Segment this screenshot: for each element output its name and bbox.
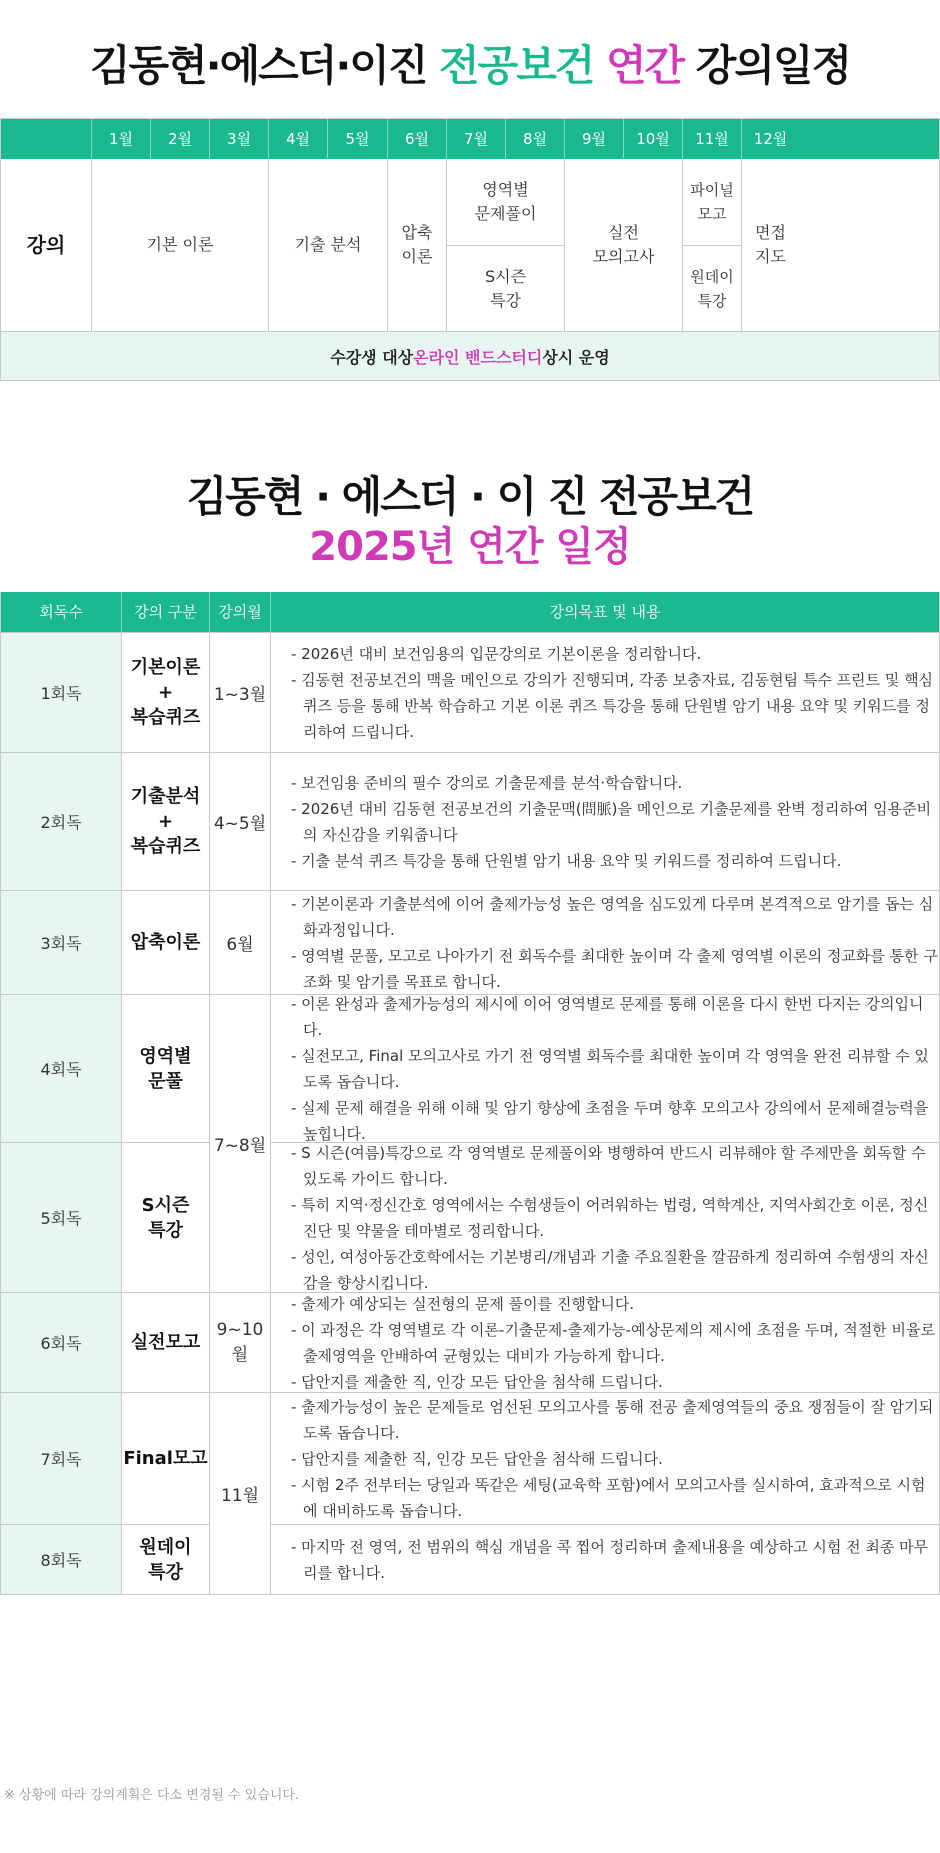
table-row-content: - 마지막 전 영역, 전 범위의 핵심 개념을 콕 찝어 정리하며 출제내용을 예상하고 시험 전 최종 마무리를 합니다.	[270, 1524, 939, 1594]
title-subject: 전공보건	[439, 41, 594, 90]
band-study-banner: 수강생 대상 온라인 밴드스터디 상시 운영	[1, 331, 939, 380]
table-row-month: 1~3월	[209, 632, 270, 752]
annual-timeline-table	[0, 118, 940, 381]
phase-interview: 면접 지도	[741, 159, 799, 331]
month-header: 8월	[505, 119, 564, 159]
title-names: 김동현·에스더·이진	[89, 41, 440, 90]
schedule-change-note: ※ 상황에 따라 강의계획은 다소 변경될 수 있습니다.	[4, 1788, 300, 1803]
table-row-type: 영역별 문풀	[121, 994, 209, 1142]
table-row-type: 실전모고	[121, 1292, 209, 1392]
month-header: 10월	[623, 119, 682, 159]
table-row-round: 2회독	[1, 752, 121, 890]
table-row-type: 원데이 특강	[121, 1524, 209, 1594]
table-row-type: 압축이론	[121, 890, 209, 994]
table-row-content: - 출제가능성이 높은 문제들로 엄선된 모의고사를 통해 전공 출제영역들의 중요 쟁점들이 잘 암기되도록 돕습니다. - 답안지를 제출한 직, 인강 모든 답안을 첨삭해 드립니다. - 시험 2주 전부터는 당일과 똑같은 세팅(교육학 포함)에서 모의고사를 실시하여, 효과적으로 시험에 대비하도록 돕습니다.	[270, 1392, 939, 1524]
table-row-month: 11월	[209, 1392, 270, 1594]
phase-oneday-special: 원데이 특강	[682, 246, 741, 331]
month-header: 7월	[446, 119, 505, 159]
table-row-round: 8회독	[1, 1524, 121, 1594]
row-label-lecture: 강의	[26, 233, 66, 257]
month-header: 6월	[387, 119, 446, 159]
month-header: 3월	[209, 119, 268, 159]
month-header-row	[1, 119, 939, 159]
table-row-month: 6월	[209, 890, 270, 994]
month-header: 12월	[741, 119, 799, 159]
section-title: 김동현 · 에스더 · 이 진 전공보건	[186, 472, 754, 521]
table-row-round: 3회독	[1, 890, 121, 994]
header-content: 강의목표 및 내용	[270, 592, 939, 632]
table-row-content: - 2026년 대비 보건임용의 입문강의로 기본이론을 정리합니다. - 김동현 전공보건의 맥을 메인으로 강의가 진행되며, 각종 보충자료, 김동현팀 특수 프린트 및 핵심 퀴즈 등을 통해 반복 학습하고 기본 이론 퀴즈 특강을 통해 단원별 암기 내용 요약 및 키워드를 정리하여 드립니다.	[270, 632, 939, 752]
table-row-content: - 기본이론과 기출분석에 이어 출제가능성 높은 영역을 심도있게 다루며 본격적으로 암기를 돕는 심화과정입니다. - 영역별 문풀, 모고로 나아가기 전 회독수를 최대한 높이며 각 출제 영역별 이론의 정교화를 통한 구조화 및 암기를 목표로 합니다.	[270, 890, 939, 994]
month-header: 1월	[91, 119, 150, 159]
phase-compressed-theory: 압축 이론	[387, 159, 446, 331]
table-row-type: Final모고	[121, 1392, 209, 1524]
table-row-month: 4~5월	[209, 752, 270, 890]
table-row-content: - S 시즌(여름)특강으로 각 영역별로 문제풀이와 병행하여 반드시 리뷰해야 할 주제만을 회독할 수 있도록 가이드 합니다. - 특히 지역·정신간호 영역에서는 수험생들이 어려워하는 법령, 역학계산, 지역사회간호 이론, 정신 진단 및 약물을 테마별로 정리합니다. - 성인, 여성아동간호학에서는 기본병리/개념과 기출 주요질환을 깔끔하게 정리하여 수험생의 자신감을 향상시킵니다.	[270, 1142, 939, 1292]
phase-s-season: S시즌 특강	[446, 246, 564, 331]
table-row-round: 1회독	[1, 632, 121, 752]
month-header: 9월	[564, 119, 623, 159]
annual-plan-table	[0, 592, 940, 1595]
table-row-month: 9~10월	[209, 1292, 270, 1392]
table-row-type: 기출분석 + 복습퀴즈	[121, 752, 209, 890]
table-row-month: 7~8월	[209, 994, 270, 1292]
header-round: 회독수	[39, 603, 83, 621]
table-row-content: - 출제가 예상되는 실전형의 문제 풀이를 진행합니다. - 이 과정은 각 영역별로 각 이론-기출문제-출제가능-예상문제의 제시에 초점을 두며, 적절한 비율로 출제영역을 안배하여 균형있는 대비가 가능하게 합니다. - 답안지를 제출한 직, 인강 모든 답안을 첨삭해 드립니다.	[270, 1292, 939, 1392]
phase-area-problems: 영역별 문제풀이	[446, 159, 564, 245]
month-header: 11월	[682, 119, 741, 159]
phase-mock-exam: 실전 모의고사	[564, 159, 682, 331]
table-row-round: 6회독	[1, 1292, 121, 1392]
table-row-content: - 보건임용 준비의 필수 강의로 기출문제를 분석·학습합니다. - 2026년 대비 김동현 전공보건의 기출문맥(問脈)을 메인으로 기출문제를 완벽 정리하여 임용준비의 자신감을 키워줍니다 - 기출 분석 퀴즈 특강을 통해 단원별 암기 내용 요약 및 키워드를 정리하여 드립니다.	[270, 752, 939, 890]
table-row-round: 5회독	[1, 1142, 121, 1292]
phase-basic-theory: 기본 이론	[91, 159, 268, 331]
title-annual: 연간	[605, 41, 684, 90]
month-header: 5월	[327, 119, 387, 159]
schedule-title	[0, 38, 940, 94]
table-row-type: S시즌 특강	[121, 1142, 209, 1292]
table-row-content: - 이론 완성과 출제가능성의 제시에 이어 영역별로 문제를 통해 이론을 다시 한번 다지는 강의입니다. - 실전모고, Final 모의고사로 가기 전 영역별 회독수를 최대한 높이며 각 영역을 완전 리뷰할 수 있도록 돕습니다. - 실제 문제 해결을 위해 이해 및 암기 향상에 초점을 두며 향후 모의고사 강의에서 문제해결능력을 높힙니다.	[270, 994, 939, 1142]
table-row-round: 4회독	[1, 994, 121, 1142]
header-type: 강의 구분	[121, 592, 209, 632]
phase-past-exam-analysis: 기출 분석	[268, 159, 387, 331]
title-rest: 강의일정	[683, 41, 851, 90]
table-row-type: 기본이론 + 복습퀴즈	[121, 632, 209, 752]
header-month: 강의월	[209, 592, 270, 632]
table-row-round: 7회독	[1, 1392, 121, 1524]
table-header-row	[1, 592, 939, 632]
month-header: 4월	[268, 119, 327, 159]
section-subtitle: 2025년 연간 일정	[309, 524, 631, 570]
month-header: 2월	[150, 119, 209, 159]
band-study-highlight: 온라인 밴드스터디	[413, 347, 543, 367]
phase-final-mock: 파이널 모고	[682, 159, 741, 245]
